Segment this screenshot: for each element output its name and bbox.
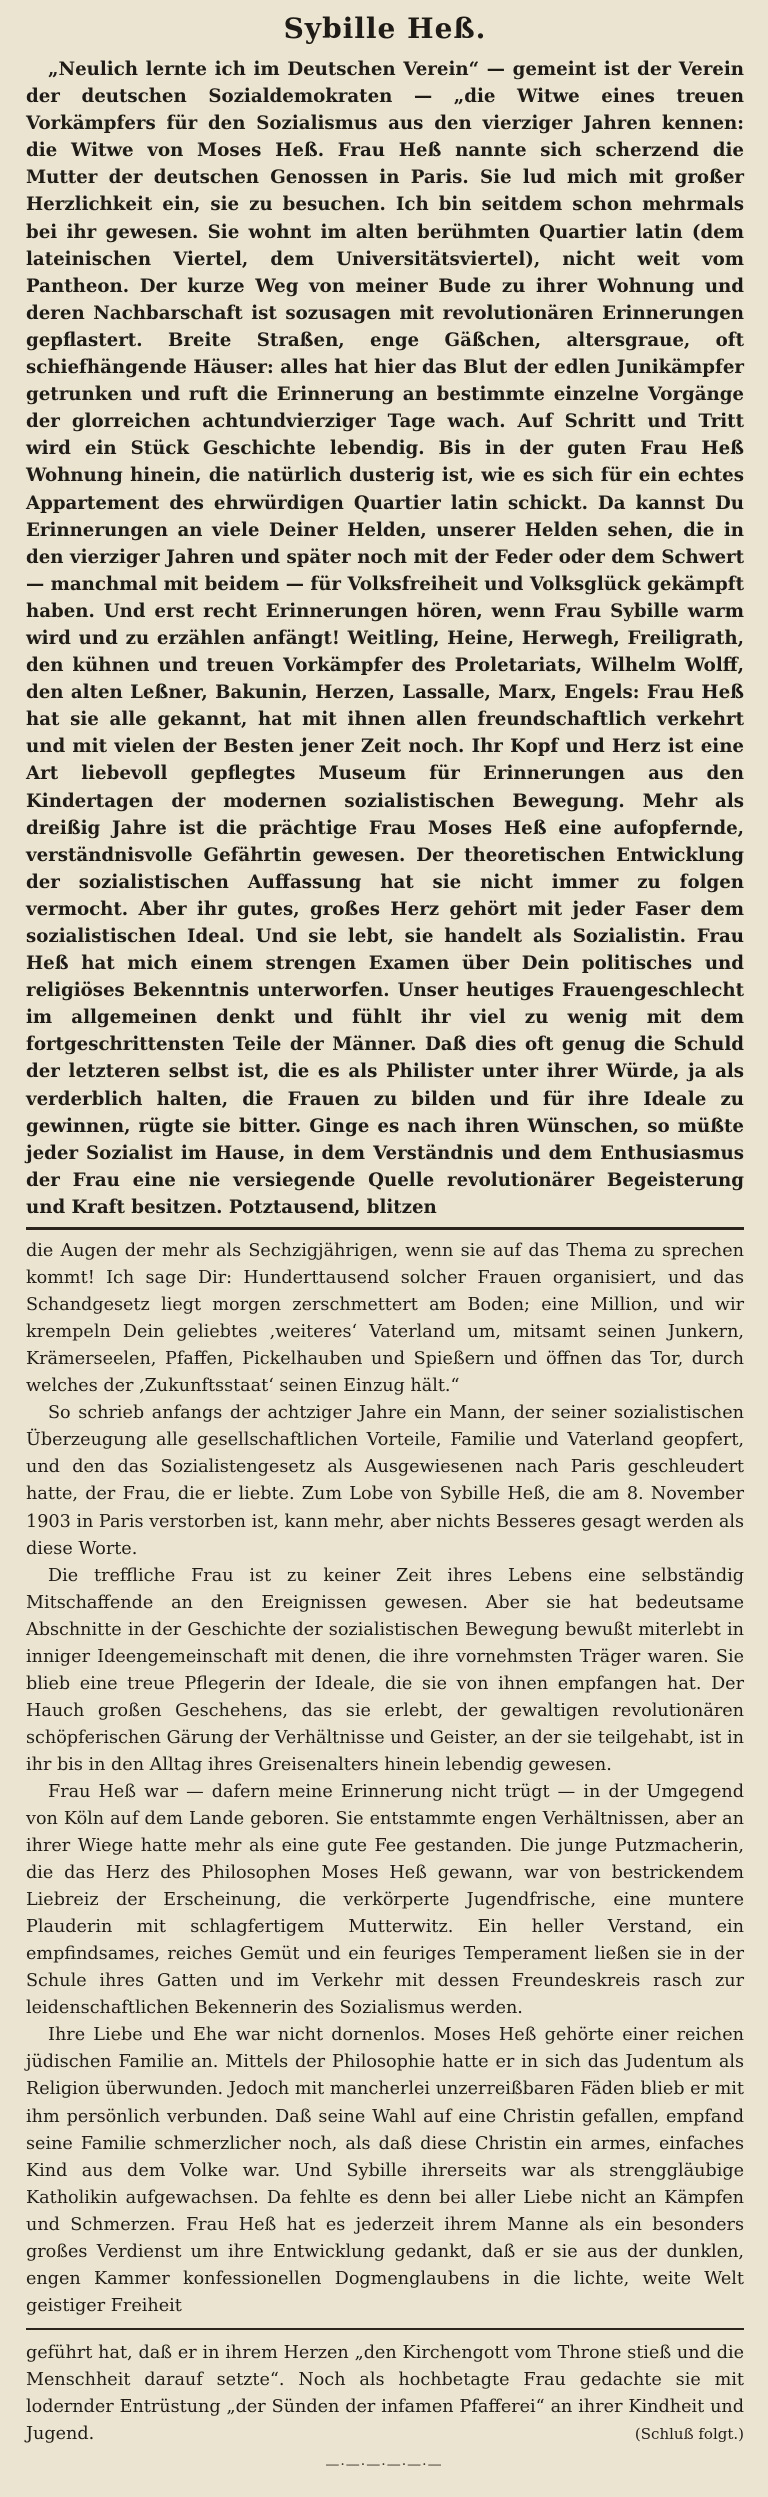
article-part-2 bbox=[26, 1238, 744, 2320]
continuation-paragraph bbox=[26, 2340, 744, 2448]
article-paragraph: So schrieb anfangs der achtziger Jahre ein Mann, der seiner sozialistischen Überzeugung alle gesellschaftlichen Vorteile, Familie und Vaterland geopfert, und den das Sozialistengesetz als Ausgewiesenen nach Paris geschleudert hatte, der Frau, die er liebte. Zum Lobe von Sybille Heß, die am 8. November 1903 in Paris verstorben ist, kann mehr, aber nichts Besseres gesagt werden als diese Worte. bbox=[26, 1403, 744, 1559]
continuation-text: geführt hat, daß er in ihrem Herzen „den Kirchengott vom Throne stieß und die Menschheit darauf setzte“. Noch als hochbetagte Frau gedachte sie mit lodernder Entrüstung „der Sünden der infamen Pfafferei“ an ihrer Kindheit und Jugend. bbox=[26, 2342, 744, 2444]
article-paragraph: Frau Heß war — dafern meine Erinnerung nicht trügt — in der Umgegend von Köln auf dem Lande geboren. Sie entstammte engen Verhältnissen, aber an ihrer Wiege hatte mehr als eine gute Fee gestanden. Die junge Putzmacherin, die das Herz des Philosophen Moses Heß gewann, war von bestrickendem Liebreiz der Erscheinung, die verkörperte Jugendfrische, eine muntere Plauderin mit schlagfertigem Mutterwitz. Ein heller Verstand, ein empfindsames, reiches Gemüt und ein feuriges Temperament ließen sie in der Schule ihres Gatten und im Verkehr mit dessen Freundeskreis rasch zur leidenschaftlichen Bekennerin des Sozialismus werden. bbox=[26, 1781, 744, 2019]
column-divider bbox=[26, 2328, 744, 2330]
continued-note: (Schluß folgt.) bbox=[634, 2424, 744, 2443]
article-paragraph: Ihre Liebe und Ehe war nicht dornenlos. Moses Heß gehörte einer reichen jüdischen Familie an. Mittels der Philosophie hatte er in sich das Judentum als Religion überwunden. Jedoch mit mancherlei unzerreißbaren Fäden blieb er mit ihm persönlich verbunden. Daß seine Wahl auf eine Christin gefallen, empfand seine Familie schmerzlicher noch, als daß diese Christin ein armes, einfaches Kind aus dem Volke war. Und Sybille ihrerseits war als strenggläubige Katholikin aufgewachsen. Da fehlte es denn bei aller Liebe nicht an Kämpfen und Schmerzen. Frau Heß hat es jederzeit ihrem Manne als ein besonders großes Verdienst um ihre Entwicklung gedankt, daß er sie aus der dunklen, engen Kammer konfessionellen Dogmenglaubens in die lichte, weite Welt geistiger Freiheit bbox=[26, 2025, 744, 2316]
column-divider bbox=[26, 1227, 744, 1230]
article-paragraph: die Augen der mehr als Sechzigjährigen, wenn sie auf das Thema zu sprechen kommt! Ich sage Dir: Hunderttausend solcher Frauen organisiert, und das Schandgesetz liegt morgen zerschmettert am Boden; eine Million, und wir krempeln Dein geliebtes ‚weiteres‘ Vaterland um, mitsamt seinen Junkern, Krämerseelen, Pfaffen, Pickelhauben und Spießern und öffnen das Tor, durch welches der ‚Zukunftsstaat‘ seinen Einzug hält.“ bbox=[26, 1241, 744, 1397]
article-paragraph: Die treffliche Frau ist zu keiner Zeit ihres Lebens eine selbständig Mitschaffende an den Ereignissen gewesen. Aber sie hat bedeutsame Abschnitte in der Geschichte der sozialistischen Bewegung bewußt miterlebt in inniger Ideengemeinschaft mit denen, die ihre vornehmsten Träger waren. Sie blieb eine treue Pflegerin der Ideale, die sie von ihnen empfangen hat. Der Hauch großen Geschehens, das sie erlebt, der gewaltigen revolutionären schöpferischen Gärung der Verhältnisse und Geister, an der sie teilgehabt, ist in ihr bis in den Alltag ihres Greisenalters hinein lebendig gewesen. bbox=[26, 1565, 744, 1775]
article-part-1 bbox=[26, 56, 744, 1221]
article-paragraph: „Neulich lernte ich im Deutschen Verein“ — gemeint ist der Verein der deutschen Sozialdemokraten — „die Witwe eines treuen Vorkämpfers für den Sozialismus aus den vierziger Jahren kennen: die Witwe von Moses Heß. Frau Heß nannte sich scherzend die Mutter der deutschen Genossen in Paris. Sie lud mich mit großer Herzlichkeit ein, sie zu besuchen. Ich bin seitdem schon mehrmals bei ihr gewesen. Sie wohnt im alten berühmten Quartier latin (dem lateinischen Viertel, dem Universitätsviertel), nicht weit vom Pantheon. Der kurze Weg von meiner Bude zu ihrer Wohnung und deren Nachbarschaft ist sozusagen mit revolutionären Erinnerungen gepflastert. Breite Straßen, enge Gäßchen, altersgraue, oft schiefhängende Häuser: alles hat hier das Blut der edlen Junikämpfer getrunken und ruft die Erinnerung an bestimmte einzelne Vorgänge der glorreichen achtundvierziger Tage wach. Auf Schritt und Tritt wird ein Stück Geschichte lebendig. Bis in der guten Frau Heß Wohnung hinein, die natürlich dusterig ist, wie es sich für ein echtes Appartement des ehrwürdigen Quartier latin schickt. Da kannst Du Erinnerungen an viele Deiner Helden, unserer Helden sehen, die in den vierziger Jahren und später noch mit der Feder oder dem Schwert — manchmal mit beidem — für Volksfreiheit und Volksglück gekämpft haben. Und erst recht Erinnerungen hören, wenn Frau Sybille warm wird und zu erzählen anfängt! Weitling, Heine, Herwegh, Freiligrath, den kühnen und treuen Vorkämpfer des Proletariats, Wilhelm Wolff, den alten Leßner, Bakunin, Herzen, Lassalle, Marx, Engels: Frau Heß hat sie alle gekannt, hat mit ihnen allen freundschaftlich verkehrt und mit vielen der Besten jener Zeit noch. Ihr Kopf und Herz ist eine Art liebevoll gepflegtes Museum für Erinnerungen aus den Kindertagen der modernen sozialistischen Bewegung. Mehr als dreißig Jahre ist die prächtige Frau Moses Heß eine aufopfernde, verständnisvolle Gefährtin gewesen. Der theoretischen Entwicklung der sozialistischen Auffassung hat sie nicht immer zu folgen vermocht. Aber ihr gutes, großes Herz gehört mit jeder Faser dem sozialistischen Ideal. Und sie lebt, sie handelt als Sozialistin. Frau Heß hat mich einem strengen Examen über Dein politisches und religiöses Bekenntnis unterworfen. Unser heutiges Frauengeschlecht im allgemeinen denkt und fühlt ihr viel zu wenig mit dem fortgeschrittensten Teile der Männer. Daß dies oft genug die Schuld der letzteren selbst ist, die es als Philister unter ihrer Würde, ja als verderblich halten, die Frauen zu bilden und für ihre Ideale zu gewinnen, rügte sie bitter. Ginge es nach ihren Wünschen, so müßte jeder Sozialist im Hause, in dem Verständnis und dem Enthusiasmus der Frau eine nie versiegende Quelle revolutionärer Begeisterung und Kraft besitzen. Potztausend, blitzen bbox=[26, 59, 744, 1218]
end-ornament: —·—·—·—·—·— bbox=[325, 2457, 443, 2473]
article-title: Sybille Heß. bbox=[283, 12, 487, 45]
